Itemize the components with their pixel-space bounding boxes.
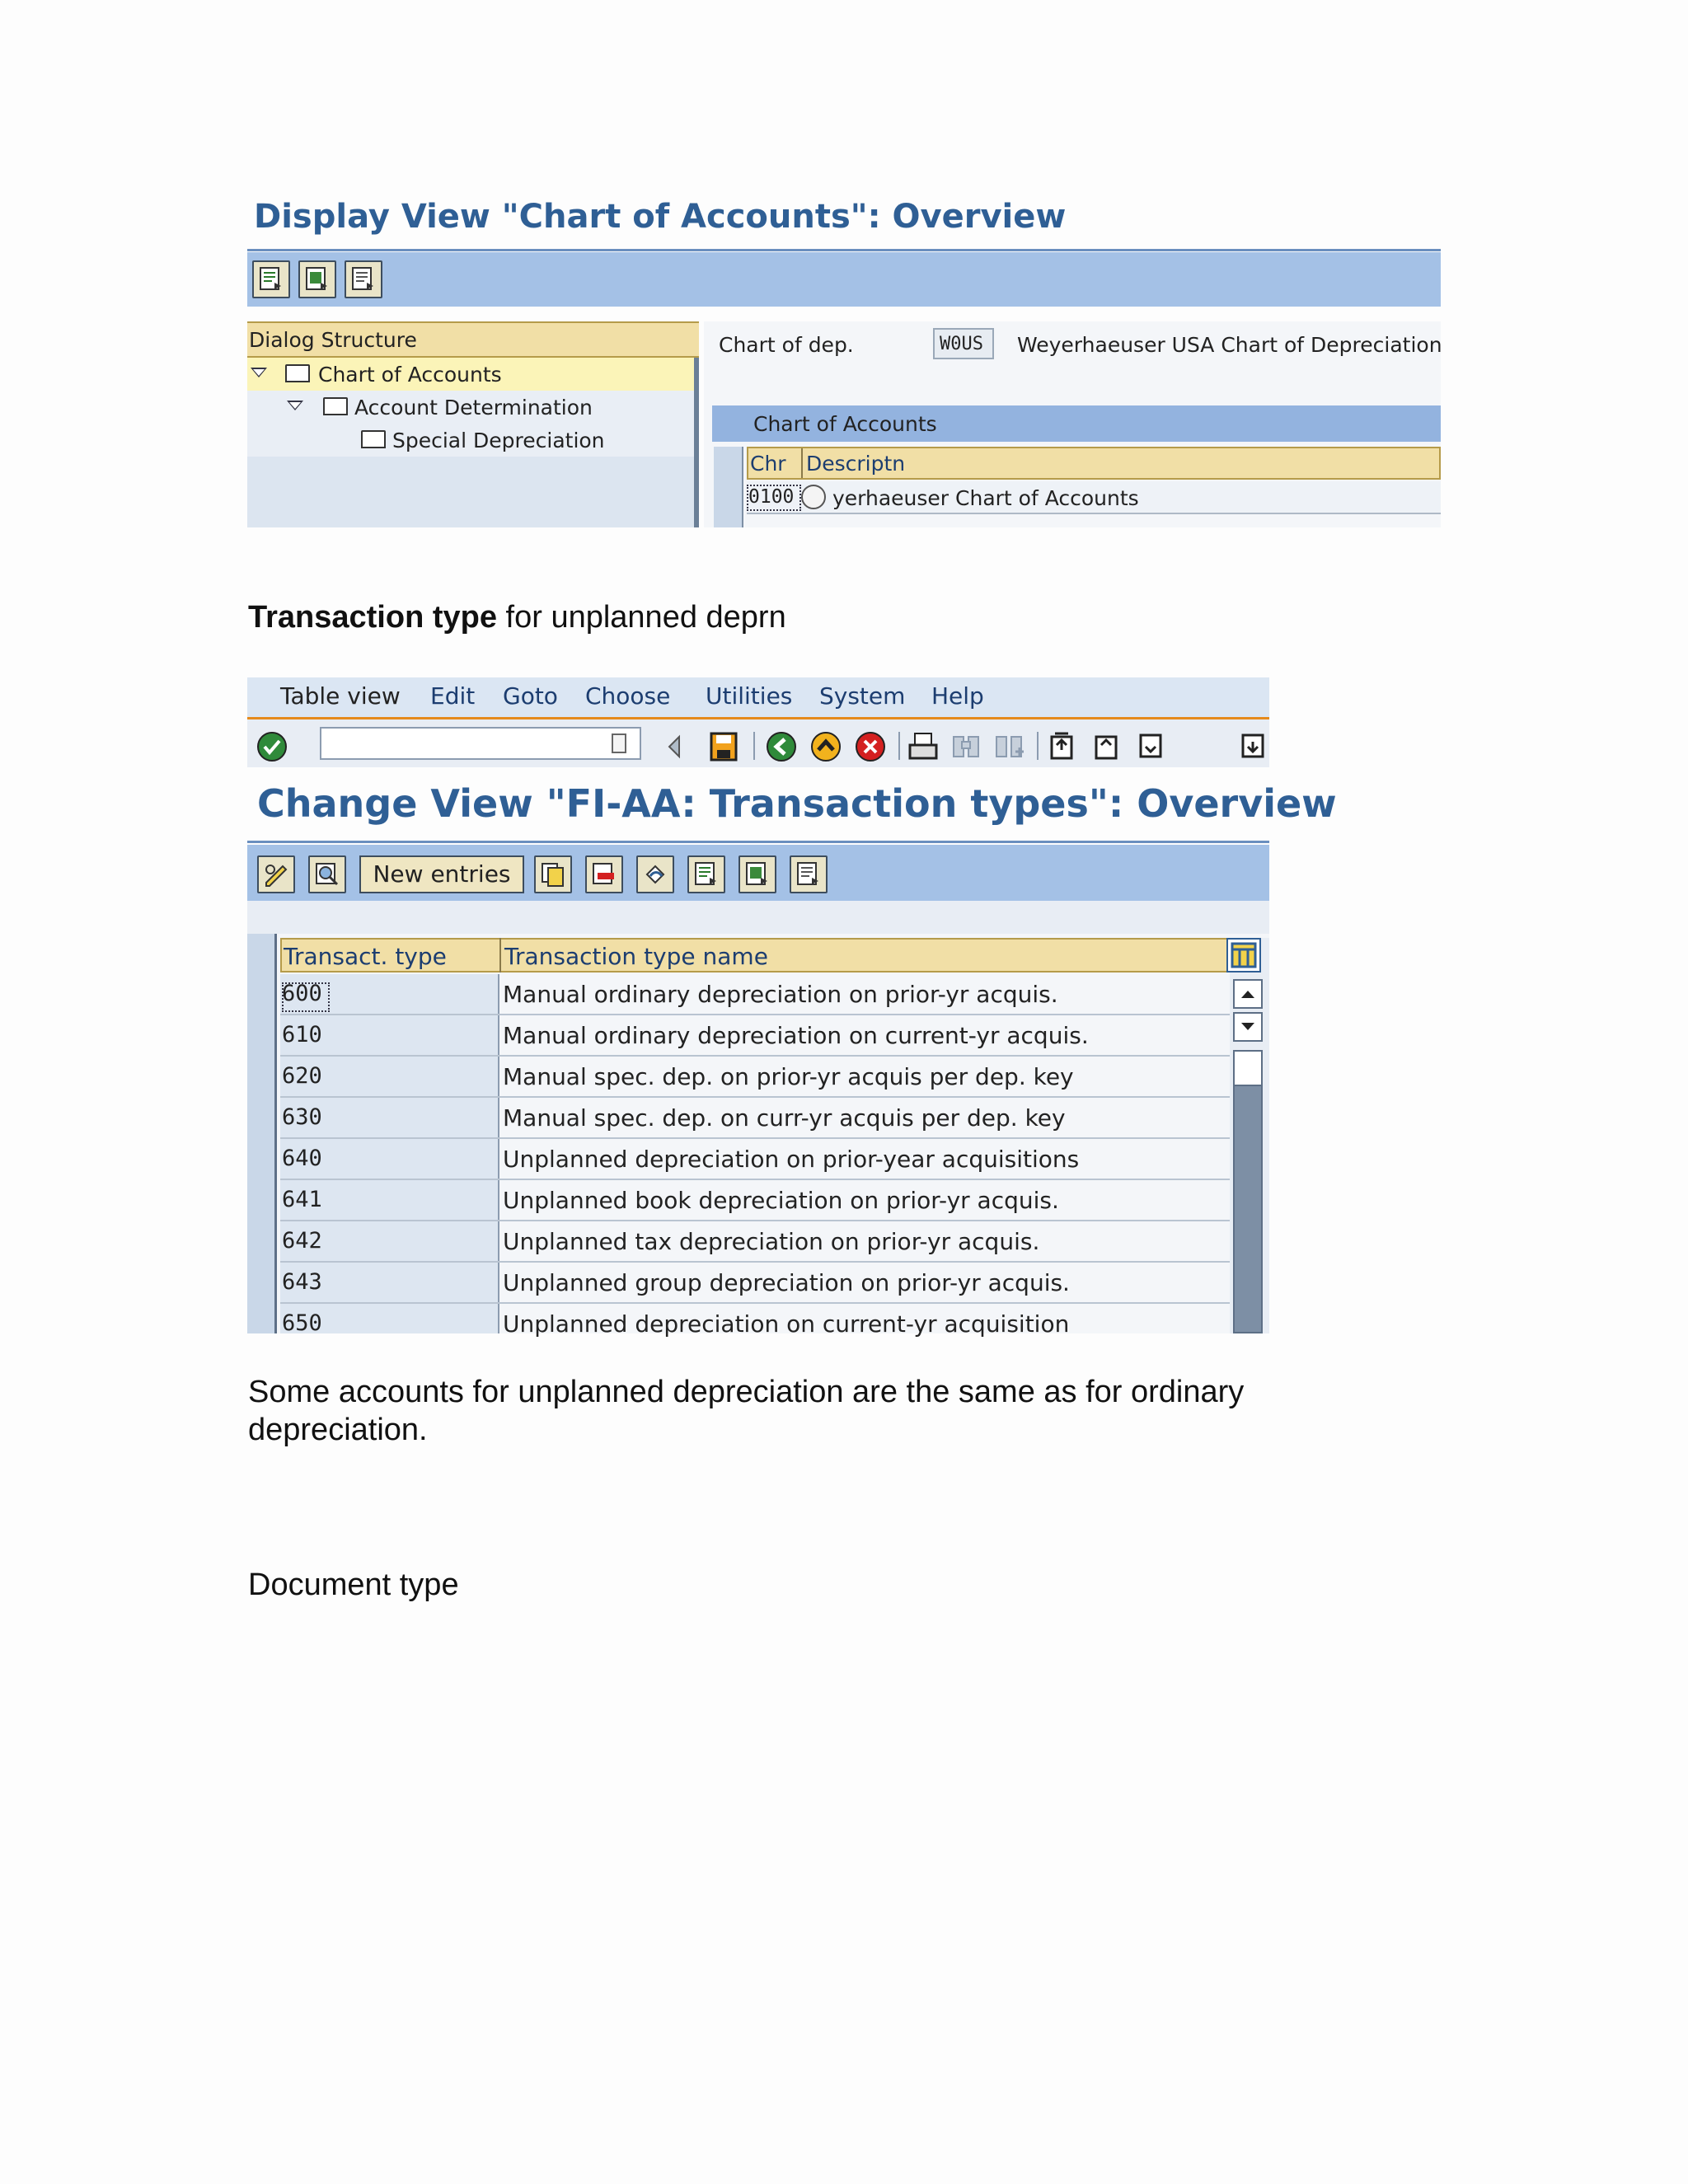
next-page-icon[interactable] xyxy=(1134,730,1167,763)
row-selector-column[interactable] xyxy=(714,447,743,527)
tree-node-label: Special Depreciation xyxy=(392,429,605,452)
details-icon xyxy=(258,266,284,293)
tree-node-account-determination[interactable] xyxy=(247,391,694,424)
deselect-all-button[interactable] xyxy=(790,855,828,893)
table-row[interactable] xyxy=(280,1057,1230,1098)
chart-of-dep-field[interactable]: W0US xyxy=(933,328,994,359)
chart-of-dep-label: Chart of dep. xyxy=(719,333,854,357)
delete-icon xyxy=(591,861,617,888)
undo-change-button[interactable] xyxy=(636,855,674,893)
undo-icon xyxy=(642,861,668,888)
cell-transact-type[interactable]: 650 xyxy=(280,1304,499,1333)
cell-transact-type[interactable]: 643 xyxy=(280,1263,499,1302)
cell-transaction-type-name: Unplanned depreciation on current-yr acquisition xyxy=(501,1304,1230,1333)
table-row[interactable] xyxy=(280,1180,1230,1221)
display-change-button[interactable] xyxy=(257,855,295,893)
caption-rest: for unplanned deprn xyxy=(496,600,786,635)
column-header-description[interactable]: Descriptn xyxy=(806,452,906,476)
scroll-up-icon xyxy=(1235,981,1261,1007)
cell-transact-type[interactable]: 640 xyxy=(280,1139,499,1179)
paragraph-line-2: depreciation. xyxy=(248,1413,428,1447)
menu-choose[interactable]: Choose xyxy=(585,682,671,710)
screen-title: Display View "Chart of Accounts": Overview xyxy=(254,198,1067,236)
dialog-structure-header: Dialog Structure xyxy=(247,321,699,358)
chart-of-dep-description: Weyerhaeuser USA Chart of Depreciation xyxy=(1017,333,1442,357)
first-page-icon[interactable] xyxy=(1045,730,1078,763)
title-divider xyxy=(247,249,1441,251)
value-help-icon[interactable] xyxy=(801,485,826,509)
table-title-bar xyxy=(712,405,1441,442)
menu-bar xyxy=(247,677,1269,719)
select-all-icon xyxy=(304,266,331,293)
select-all-icon xyxy=(744,861,771,888)
cell-transaction-type-name: Manual ordinary depreciation on current-yr acquis. xyxy=(501,1015,1230,1055)
open-folder-icon xyxy=(285,364,310,382)
back-arrow-icon[interactable] xyxy=(664,730,684,763)
table-row[interactable] xyxy=(280,1221,1230,1263)
expand-toggle-icon[interactable] xyxy=(287,401,303,410)
cell-transaction-type-name: Manual ordinary depreciation on prior-yr acquis. xyxy=(501,974,1230,1014)
details-button[interactable] xyxy=(687,855,725,893)
table-row[interactable] xyxy=(280,1304,1230,1338)
toolbar-separator xyxy=(1037,732,1039,760)
table-settings-icon xyxy=(1228,940,1259,971)
toolbar-separator xyxy=(753,732,755,760)
copy-icon xyxy=(540,861,566,888)
tree-node-special-depreciation[interactable] xyxy=(247,424,694,457)
back-icon[interactable] xyxy=(765,730,798,763)
enter-check-icon[interactable] xyxy=(256,730,288,763)
menu-system[interactable]: System xyxy=(819,682,906,710)
copy-as-button[interactable] xyxy=(534,855,572,893)
content-gap xyxy=(247,901,1269,934)
menu-edit[interactable]: Edit xyxy=(430,682,476,710)
cell-transact-type[interactable]: 641 xyxy=(280,1180,499,1220)
table-row[interactable] xyxy=(280,974,1230,1015)
table-row[interactable] xyxy=(280,1139,1230,1180)
other-view-button[interactable] xyxy=(308,855,346,893)
cell-transaction-type-name: Unplanned group depreciation on prior-yr acquis. xyxy=(501,1263,1230,1302)
details-button[interactable] xyxy=(252,260,290,298)
cell-transact-type[interactable]: 642 xyxy=(280,1221,499,1261)
folder-icon xyxy=(323,397,348,415)
cell-transact-type[interactable]: 610 xyxy=(280,1015,499,1055)
folder-icon xyxy=(361,430,386,448)
cell-chr: 0100 xyxy=(748,486,795,508)
details-icon xyxy=(693,861,720,888)
toolbar-separator xyxy=(898,732,900,760)
column-header-transaction-type-name[interactable]: Transaction type name xyxy=(504,943,768,970)
column-settings-button[interactable] xyxy=(1226,938,1261,972)
deselect-all-button[interactable] xyxy=(345,260,382,298)
cell-transact-type[interactable]: 630 xyxy=(280,1098,499,1137)
transaction-type-caption xyxy=(248,600,786,635)
menu-utilities[interactable]: Utilities xyxy=(706,682,793,710)
title-divider xyxy=(247,841,1269,843)
expand-toggle-icon[interactable] xyxy=(251,368,267,377)
previous-page-icon[interactable] xyxy=(1090,730,1123,763)
cell-transaction-type-name: Manual spec. dep. on prior-yr acquis per dep. key xyxy=(501,1057,1230,1096)
cell-transaction-type-name: Manual spec. dep. on curr-yr acquis per dep. key xyxy=(501,1098,1230,1137)
cell-transaction-type-name: Unplanned depreciation on prior-year acquisitions xyxy=(501,1139,1230,1179)
menu-help[interactable]: Help xyxy=(931,682,984,710)
dialog-structure-panel xyxy=(247,321,699,527)
tree-node-chart-of-accounts[interactable] xyxy=(247,358,694,391)
application-toolbar xyxy=(247,252,1441,307)
table-row[interactable] xyxy=(280,1098,1230,1139)
select-all-button[interactable] xyxy=(298,260,336,298)
save-icon[interactable] xyxy=(707,730,740,763)
cell-transact-type[interactable]: 620 xyxy=(280,1057,499,1096)
focus-outline xyxy=(282,982,330,1012)
deselect-all-icon xyxy=(795,861,822,888)
caption-bold: Transaction type xyxy=(248,600,497,635)
last-page-icon[interactable] xyxy=(1236,730,1269,763)
exit-icon[interactable] xyxy=(809,730,842,763)
screen-title: Change View "FI-AA: Transaction types": Overview xyxy=(257,781,1337,826)
scrollbar-track[interactable] xyxy=(1233,1050,1263,1333)
print-icon[interactable] xyxy=(907,730,940,763)
tree-node-label: Account Determination xyxy=(354,396,593,419)
cell-transact-type[interactable]: 600 xyxy=(280,974,499,1014)
table-row[interactable] xyxy=(747,481,1441,514)
cell-transaction-type-name: Unplanned book depreciation on prior-yr acquis. xyxy=(501,1180,1230,1220)
column-header-chr[interactable]: Chr xyxy=(750,452,786,476)
row-selector-column[interactable] xyxy=(247,934,277,1333)
magnifier-icon xyxy=(314,861,340,888)
column-header-transact-type[interactable]: Transact. type xyxy=(284,943,447,970)
new-entries-button[interactable]: New entries xyxy=(359,855,524,893)
column-separator xyxy=(499,938,501,972)
command-field[interactable] xyxy=(320,727,641,760)
scroll-down-icon xyxy=(1235,1014,1261,1040)
tree-node-label: Chart of Accounts xyxy=(318,363,502,387)
table-header xyxy=(747,447,1441,480)
find-icon[interactable] xyxy=(950,730,982,763)
scroll-up-button[interactable] xyxy=(1233,979,1263,1009)
cell-description: yerhaeuser Chart of Accounts xyxy=(832,486,1139,510)
pencil-glasses-icon xyxy=(263,861,289,888)
select-all-button[interactable] xyxy=(738,855,776,893)
command-history-icon[interactable] xyxy=(612,733,626,753)
column-separator xyxy=(801,448,803,478)
deselect-all-icon xyxy=(350,266,377,293)
document-type-heading: Document type xyxy=(248,1568,459,1602)
paragraph-line-1: Some accounts for unplanned depreciation are the same as for ordinary xyxy=(248,1375,1245,1409)
table-title: Chart of Accounts xyxy=(753,412,937,436)
menu-table-view[interactable]: Table view xyxy=(280,682,401,710)
menu-goto[interactable]: Goto xyxy=(503,682,558,710)
chart-of-accounts-screenshot xyxy=(247,190,1441,527)
table-row[interactable] xyxy=(280,1263,1230,1304)
table-row[interactable] xyxy=(280,1015,1230,1057)
scroll-down-button[interactable] xyxy=(1233,1012,1263,1042)
cancel-icon[interactable] xyxy=(854,730,887,763)
scrollbar-thumb[interactable] xyxy=(1233,1050,1263,1086)
delete-button[interactable] xyxy=(585,855,623,893)
cell-transaction-type-name: Unplanned tax depreciation on prior-yr acquis. xyxy=(501,1221,1230,1261)
find-next-icon[interactable] xyxy=(992,730,1025,763)
focus-outline xyxy=(747,485,801,511)
transaction-types-screenshot xyxy=(247,677,1337,1338)
